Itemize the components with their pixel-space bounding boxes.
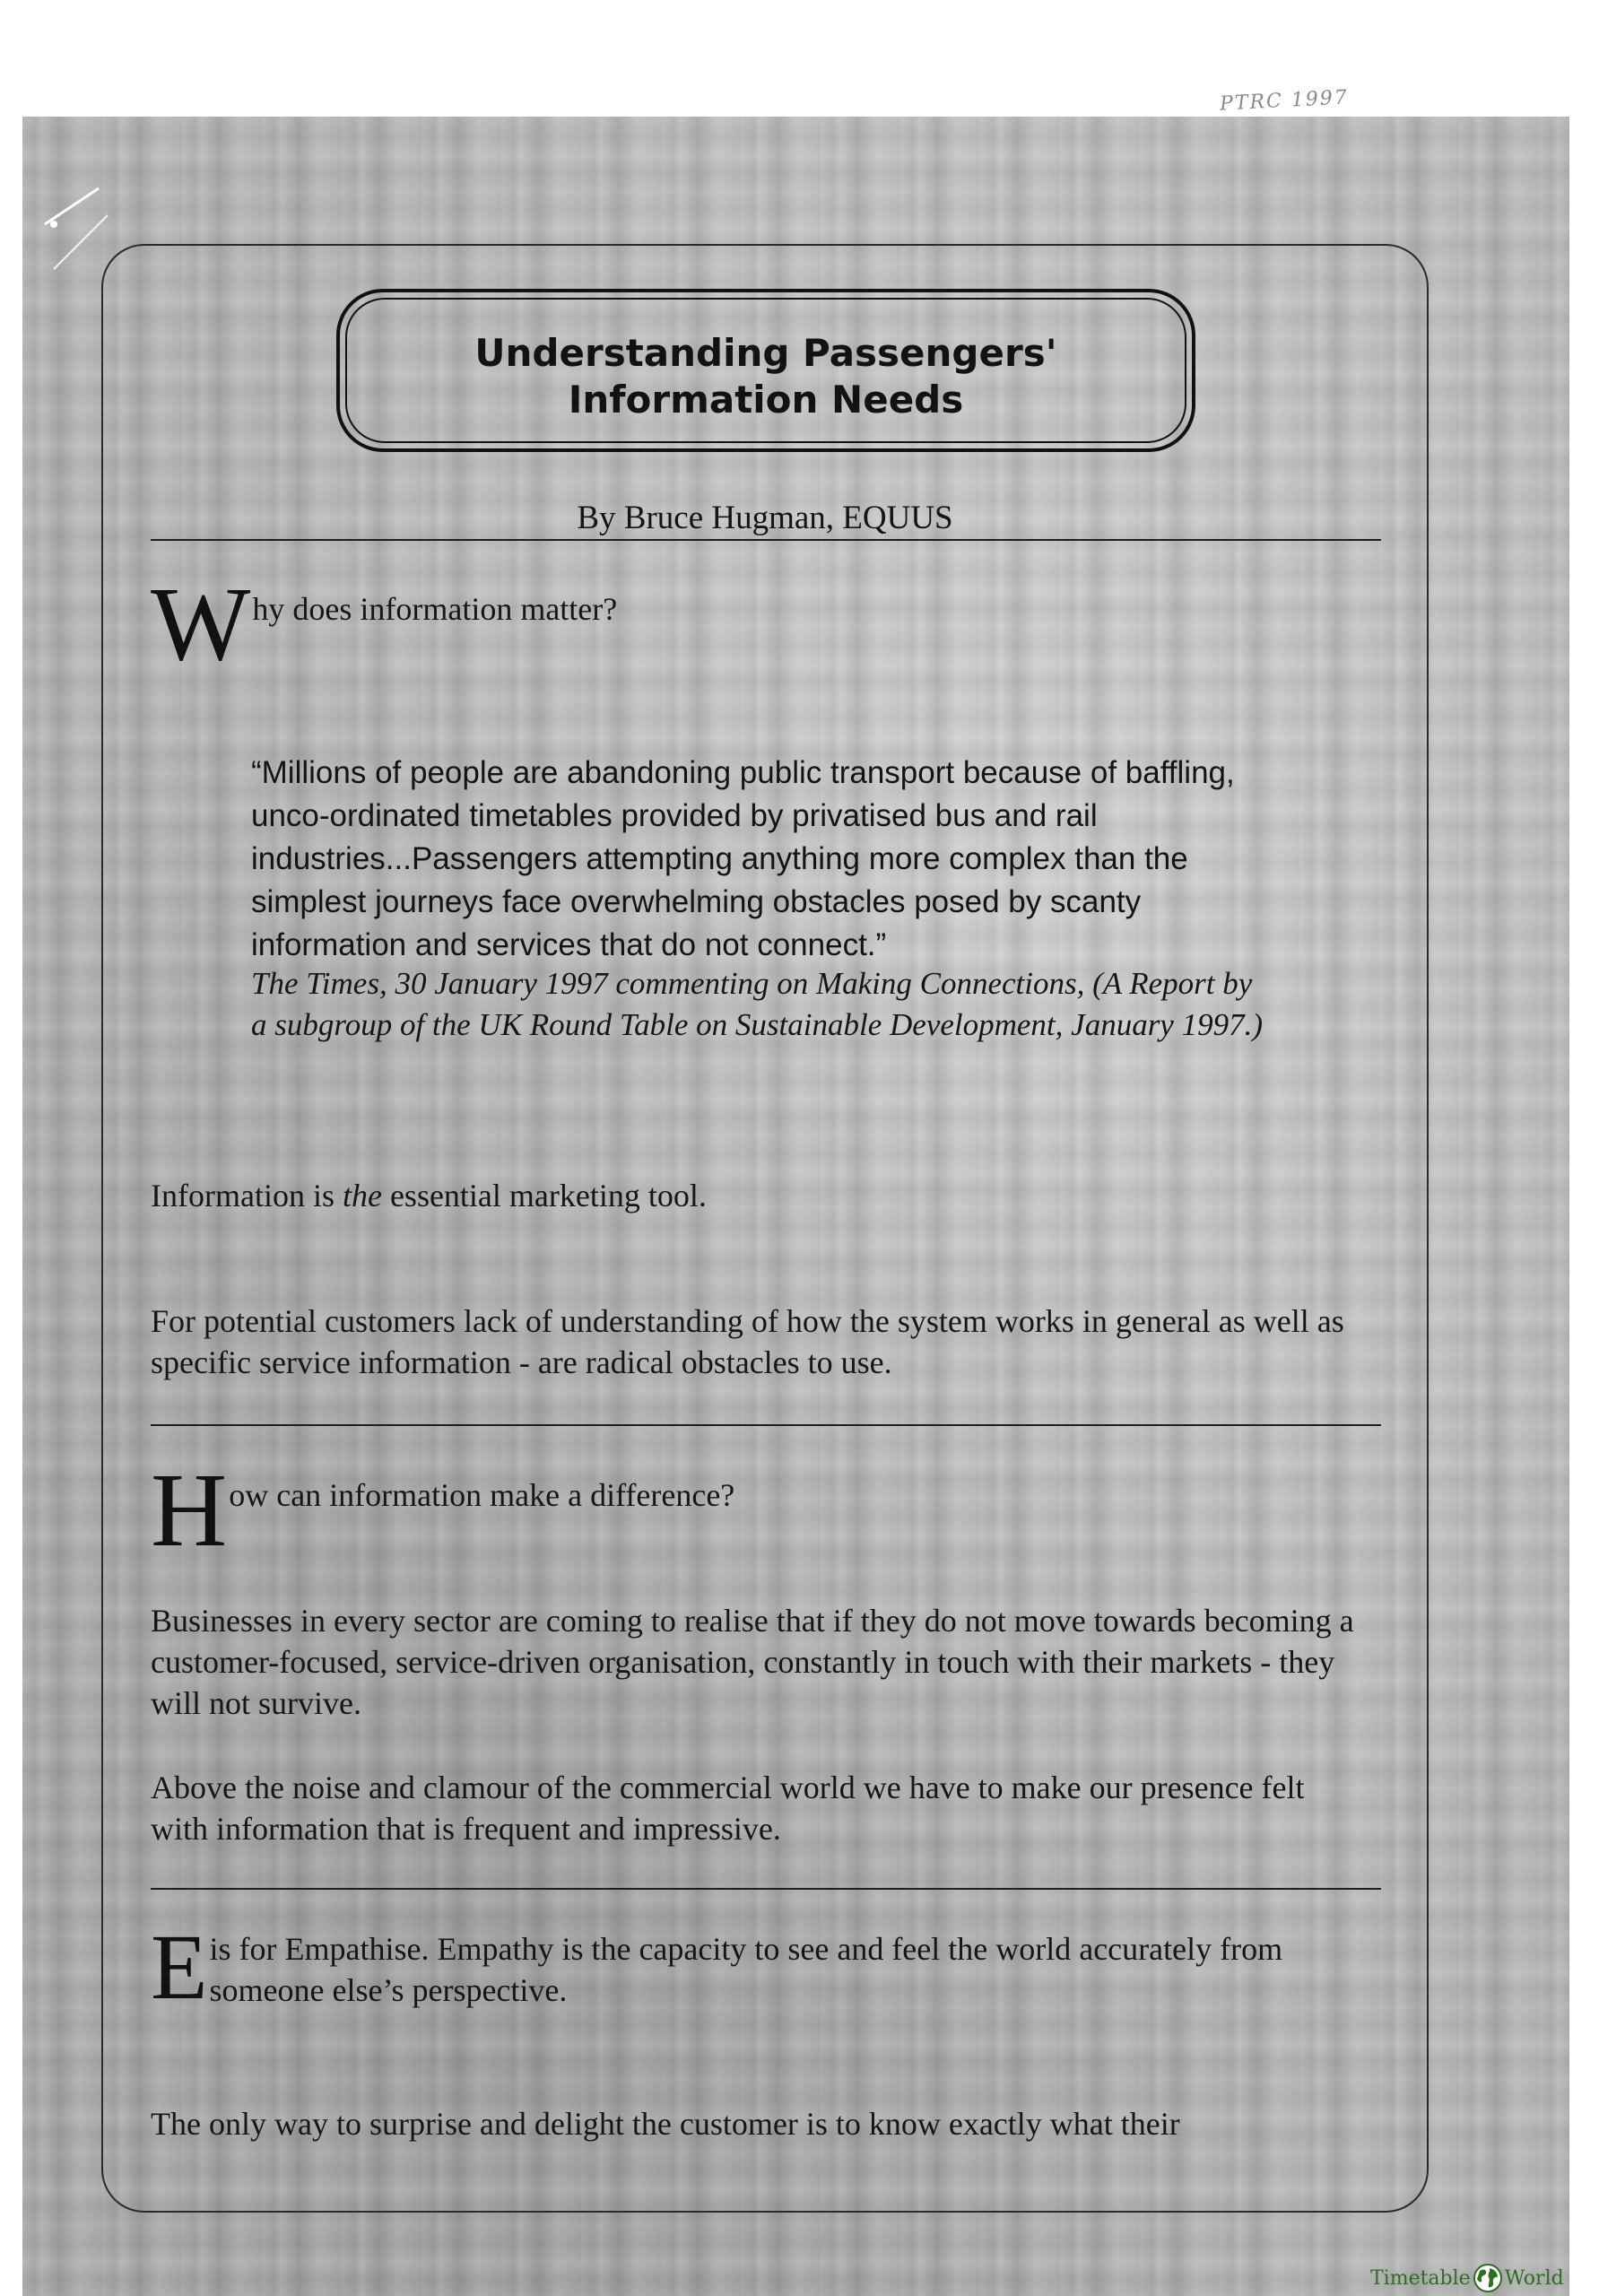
section-heading-how [151, 1451, 1388, 1569]
quotation: “Millions of people are abandoning public transport because of baffling, unco-ordinated timetables provided by privatised bus and rail industries...Passengers attempting anything more complex than the simplest journeys face overwhelming obstacles posed by scanty information and services that do not connect.” [251, 755, 1235, 962]
handwritten-annotation: PTRC 1997 [1219, 86, 1350, 116]
globe-icon [1473, 2263, 1503, 2293]
divider [151, 1888, 1381, 1890]
drop-cap: W [151, 565, 251, 683]
title-line-2: Information Needs [568, 378, 964, 422]
section-heading-empathise [151, 1916, 1381, 2019]
paragraph: For potential customers lack of understanding of how the system works in general as well as specific service information - are radical obstacles to use. [151, 1303, 1344, 1380]
drop-cap: H [151, 1451, 228, 1569]
paragraph: Above the noise and clamour of the commercial world we have to make our presence felt with information that is frequent and impressive. [151, 1770, 1305, 1847]
article-title [340, 330, 1192, 423]
logo-left-word: Timetable [1370, 2266, 1471, 2290]
section-heading-why [151, 565, 1388, 683]
divider [151, 539, 1381, 541]
paragraph [151, 1175, 1388, 1216]
paragraph: The only way to surprise and delight the customer is to know exactly what their [151, 2106, 1180, 2142]
paragraph: Businesses in every sector are coming to realise that if they do not move towards becoming a customer-focused, service-driven organisation, constantly in touch with their markets - they will not survive. [151, 1603, 1354, 1721]
byline: By Bruce Hugman, EQUUS [577, 500, 953, 536]
heading-text: hy does information matter? [252, 591, 618, 627]
quotation-citation: The Times, 30 January 1997 commenting on Making Connections, (A Report by a subgroup of the UK Round Table on Sustainable Development, January 1997.) [251, 966, 1263, 1042]
heading-text: is for Empathise. Empathy is the capacity to see and feel the world accurately from someone else’s perspective. [209, 1931, 1283, 2008]
timetable-world-logo [1370, 2262, 1564, 2294]
paragraph-text: Information is [151, 1178, 343, 1213]
emphasis: the [342, 1178, 382, 1213]
divider [151, 1424, 1381, 1426]
title-line-1: Understanding Passengers' [474, 331, 1057, 375]
drop-cap: E [151, 1916, 208, 2019]
title-box [336, 289, 1195, 452]
paragraph-text: essential marketing tool. [381, 1178, 707, 1213]
logo-right-word: World [1504, 2266, 1564, 2290]
heading-text: ow can information make a difference? [229, 1477, 735, 1513]
